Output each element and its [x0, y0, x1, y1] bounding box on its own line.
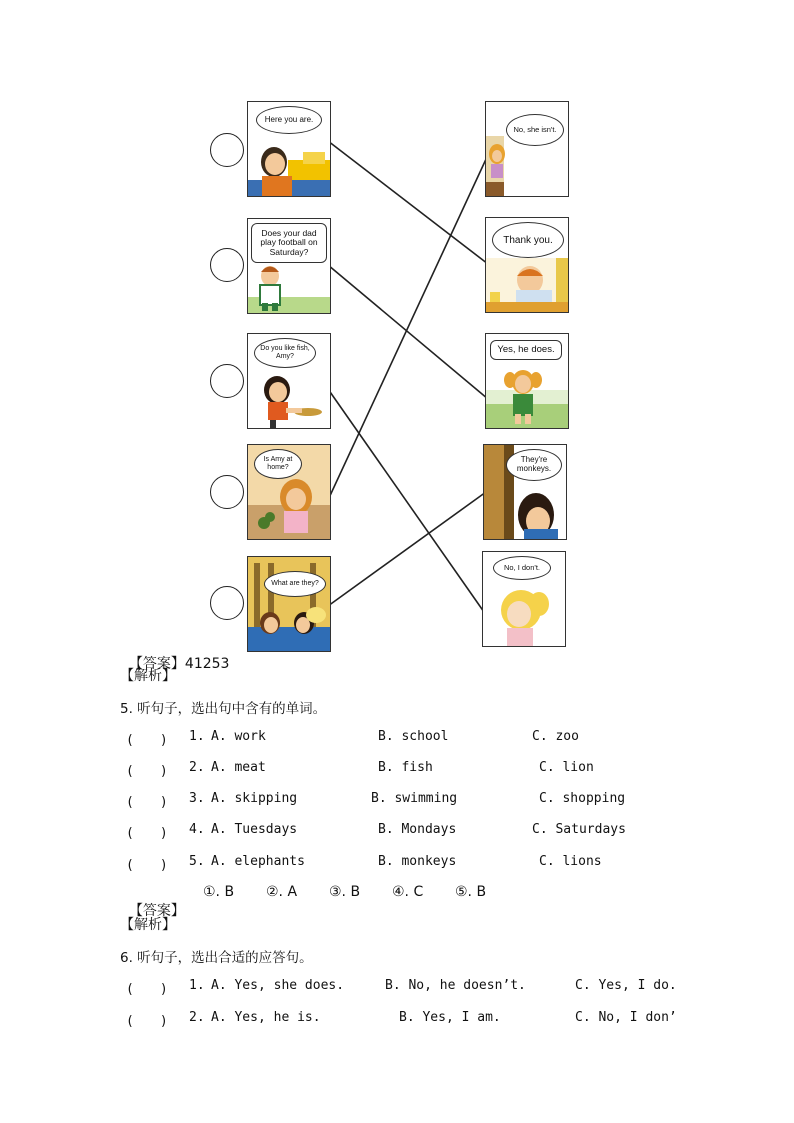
- option-b[interactable]: B. Mondays: [378, 822, 457, 837]
- option-c[interactable]: C. zoo: [532, 729, 579, 744]
- answer-paren[interactable]: ( ): [126, 982, 168, 997]
- answer-paren[interactable]: ( ): [126, 733, 168, 748]
- q5-answer-5: ⑤. B: [455, 884, 487, 900]
- option-c[interactable]: C. Yes, I do.: [575, 978, 677, 993]
- answer-paren[interactable]: ( ): [126, 858, 168, 873]
- left-picture-3: [247, 333, 331, 429]
- answer-paren[interactable]: ( ): [126, 826, 168, 841]
- option-b[interactable]: B. fish: [378, 760, 433, 775]
- speech-bubble: Do you like fish, Amy?: [254, 338, 316, 368]
- option-a[interactable]: A. Yes, she does.: [211, 978, 345, 993]
- analysis-label: 【解析】: [120, 917, 176, 933]
- option-c[interactable]: C. lion: [539, 760, 594, 775]
- q6-title: 6. 听句子，选出合适的应答句。: [120, 950, 313, 966]
- left-picture-1: [247, 101, 331, 197]
- right-picture-1: [485, 101, 569, 197]
- answer-label: 【答案】: [128, 903, 185, 919]
- left-picture-5: [247, 556, 331, 652]
- option-b[interactable]: B. monkeys: [378, 854, 457, 869]
- right-picture-4: [483, 444, 567, 540]
- q5-answer-4: ④. C: [392, 884, 424, 900]
- item-number: 3.: [189, 791, 205, 806]
- option-b[interactable]: B. swimming: [371, 791, 458, 806]
- item-number: 5.: [189, 854, 205, 869]
- girl-with-fish-illustration: [248, 334, 330, 428]
- speech-bubble: Is Amy at home?: [254, 449, 302, 479]
- answer-circle-5[interactable]: [210, 586, 244, 620]
- right-picture-5: [482, 551, 566, 647]
- speech-bubble: Thank you.: [492, 222, 564, 258]
- speech-bubble: Does your dad play football on Saturday?: [251, 223, 327, 263]
- option-a[interactable]: A. elephants: [211, 854, 305, 869]
- q5-title: 5. 听句子，选出句中含有的单词。: [120, 701, 327, 717]
- speech-bubble: Here you are.: [256, 106, 322, 134]
- item-number: 2.: [189, 1010, 205, 1025]
- option-c[interactable]: C. Saturdays: [532, 822, 626, 837]
- boy-at-desk-illustration: [486, 218, 568, 312]
- answer-paren[interactable]: ( ): [126, 795, 168, 810]
- answer-value: 41253: [184, 656, 230, 672]
- girl-at-desk-illustration: [248, 102, 330, 196]
- answer-circle-4[interactable]: [210, 475, 244, 509]
- boy-illustration: [248, 219, 330, 313]
- option-b[interactable]: B. school: [378, 729, 449, 744]
- answer-circle-2[interactable]: [210, 248, 244, 282]
- option-c[interactable]: C. No, I don’: [575, 1010, 677, 1025]
- left-picture-2: [247, 218, 331, 314]
- analysis-label: 【解析】: [120, 668, 176, 684]
- left-picture-4: [247, 444, 331, 540]
- item-number: 1.: [189, 978, 205, 993]
- match-line-2: [328, 265, 488, 399]
- right-picture-3: [485, 333, 569, 429]
- match-line-5: [328, 492, 486, 606]
- option-a[interactable]: A. meat: [211, 760, 266, 775]
- answer-paren[interactable]: ( ): [126, 764, 168, 779]
- match-line-4: [328, 157, 487, 500]
- right-picture-2: [485, 217, 569, 313]
- q5-answer-3: ③. B: [329, 884, 361, 900]
- option-c[interactable]: C. lions: [539, 854, 602, 869]
- girl-with-pigtails-illustration: [486, 334, 568, 428]
- speech-bubble: No, she isn't.: [506, 114, 564, 146]
- answer-circle-1[interactable]: [210, 133, 244, 167]
- item-number: 2.: [189, 760, 205, 775]
- speech-bubble: They're monkeys.: [506, 449, 562, 481]
- speech-bubble: Yes, he does.: [490, 340, 562, 360]
- item-number: 4.: [189, 822, 205, 837]
- woman-illustration: [486, 102, 568, 196]
- option-c[interactable]: C. shopping: [539, 791, 626, 806]
- answer-label: 【答案】: [128, 656, 185, 672]
- option-b[interactable]: B. Yes, I am.: [399, 1010, 501, 1025]
- speech-bubble: No, I don't.: [493, 556, 551, 580]
- option-b[interactable]: B. No, he doesn’t.: [385, 978, 526, 993]
- option-a[interactable]: A. work: [211, 729, 266, 744]
- q5-answer-1: ①. B: [203, 884, 235, 900]
- option-a[interactable]: A. Yes, he is.: [211, 1010, 321, 1025]
- match-line-3: [328, 389, 484, 612]
- item-number: 1.: [189, 729, 205, 744]
- blonde-girl-illustration: [483, 552, 565, 646]
- option-a[interactable]: A. Tuesdays: [211, 822, 298, 837]
- speech-bubble: What are they?: [264, 571, 326, 597]
- option-a[interactable]: A. skipping: [211, 791, 298, 806]
- q5-answer-2: ②. A: [266, 884, 298, 900]
- answer-paren[interactable]: ( ): [126, 1014, 168, 1029]
- answer-circle-3[interactable]: [210, 364, 244, 398]
- match-line-1: [328, 141, 488, 264]
